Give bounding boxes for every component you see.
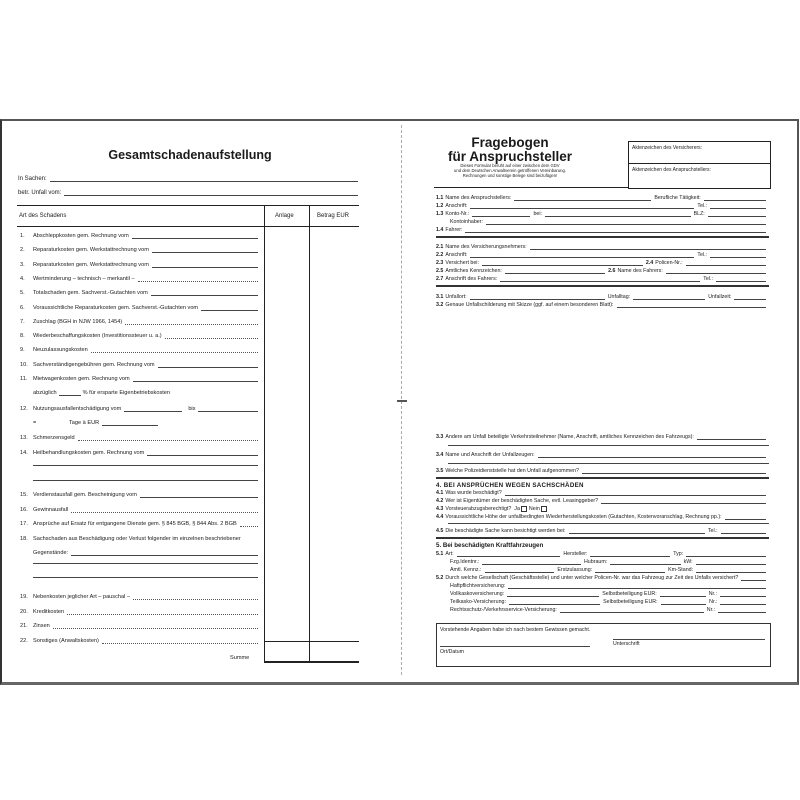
item-text: Sachverständigengebühren gem. Rechnung vom	[33, 361, 155, 368]
item-text: Wiederbeschaffungskosten (Investitionssteuer u. a.)	[33, 333, 162, 340]
num: 2.1	[436, 244, 444, 250]
from-line[interactable]	[124, 405, 182, 412]
field-1-2[interactable]	[436, 202, 769, 209]
item-num: 9.	[20, 347, 25, 354]
label: Km-Stand:	[668, 567, 694, 573]
label: Teilkasko-Versicherung:	[450, 599, 506, 605]
aktenzeichen-box[interactable]	[628, 141, 771, 189]
label: Andere am Unfall beteiligte Verkehrsteilnehmer (Name, Anschrift, amtliches Kennzeichen des Fahrzeugs):	[445, 434, 694, 440]
header-anlage: Anlage	[275, 213, 294, 219]
fill-line[interactable]	[71, 506, 258, 513]
field-fzg[interactable]	[436, 558, 769, 565]
label: Name des Versicherungsnehmers:	[445, 244, 527, 250]
fold-mark	[397, 400, 407, 402]
field-kennz[interactable]	[436, 566, 769, 573]
ja-checkbox[interactable]	[521, 506, 527, 512]
field-1-3[interactable]	[436, 210, 769, 217]
section-separator	[436, 477, 769, 481]
right-title	[440, 136, 580, 164]
damage-item[interactable]	[20, 448, 258, 456]
signature-box[interactable]	[436, 623, 771, 667]
fill-line[interactable]	[133, 375, 258, 382]
field-kontoinhaber[interactable]	[436, 218, 769, 225]
num: 4.4	[436, 514, 444, 520]
gegenstaende-label: Gegenstände:	[33, 550, 69, 556]
item-num: 18.	[20, 535, 28, 542]
fill-line[interactable]	[158, 361, 258, 368]
item-num: 14.	[20, 449, 28, 456]
aktenzeichen-versicherer: Aktenzeichen des Versicherers:	[632, 145, 703, 151]
item-text: Nebenkosten jeglicher Art – pauschal –	[33, 594, 131, 600]
field-2-5[interactable]	[436, 267, 769, 274]
damage-item[interactable]	[20, 607, 258, 615]
label: Erstzulassung:	[557, 567, 593, 573]
fill-line[interactable]	[147, 449, 258, 456]
field-2-1[interactable]	[436, 243, 769, 250]
label: Name und Anschrift der Unfallzeugen:	[445, 452, 535, 458]
label: Anschrift:	[445, 203, 468, 209]
damage-item[interactable]	[20, 360, 258, 368]
item-text: Wertminderung – technisch – merkantil –	[33, 275, 135, 282]
blank-line[interactable]	[448, 463, 769, 464]
item-num: 8.	[20, 333, 25, 340]
num: 4.3	[436, 506, 444, 512]
ort-datum-line[interactable]	[440, 646, 590, 647]
item-num: 19.	[20, 594, 28, 600]
gegenstaende-line[interactable]	[71, 549, 258, 556]
subtitle-1: Dieses Formular beruht auf einer zwischen dem GDV	[460, 163, 560, 168]
field-4-2[interactable]	[436, 497, 769, 504]
item-num: 1.	[20, 233, 25, 239]
blank-line[interactable]	[33, 465, 258, 466]
label: kW:	[683, 559, 693, 565]
field-vollkasko[interactable]	[436, 590, 769, 597]
damage-item[interactable]	[20, 519, 258, 527]
field-haftpflicht[interactable]	[436, 582, 769, 589]
damage-item[interactable]	[20, 274, 258, 282]
field-2-3[interactable]	[436, 259, 769, 266]
item-text: Totalschaden gem. Sachverst.-Gutachten vom	[33, 290, 148, 297]
field-1-1[interactable]	[436, 194, 769, 201]
num: 2.7	[436, 276, 444, 282]
field-3-5[interactable]	[436, 467, 769, 474]
num: 3.4	[436, 452, 444, 458]
item-text: Ansprüche auf Ersatz für entgangene Dienste gem. § 845 BGB, § 844 Abs. 2 BGB	[33, 521, 237, 527]
damage-item[interactable]	[20, 231, 258, 239]
label: Typ:	[673, 551, 684, 557]
abzueglich-label: abzüglich	[33, 390, 57, 396]
damage-item[interactable]	[20, 505, 258, 513]
item-text: Kreditkosten	[33, 608, 65, 615]
table-header	[17, 205, 359, 227]
label: Hersteller:	[563, 551, 588, 557]
item-text: Mietwagenkosten gem. Rechnung vom	[33, 376, 130, 382]
label: Kontoinhaber:	[450, 219, 483, 225]
num: 2.5	[436, 268, 444, 274]
ja-label: Ja	[514, 506, 520, 512]
tage-line[interactable]	[102, 419, 158, 426]
damage-item[interactable]	[20, 345, 258, 353]
unterschrift-label: Unterschrift	[613, 641, 640, 647]
fill-line[interactable]	[78, 434, 258, 441]
field-3-4[interactable]	[436, 451, 769, 458]
damage-item[interactable]	[20, 621, 258, 629]
item-num: 20.	[20, 608, 28, 615]
num: 3.5	[436, 468, 444, 474]
damage-item[interactable]	[20, 245, 258, 253]
item-text: Sachschaden aus Beschädigung oder Verlust folgender im einzelnen beschriebener	[33, 535, 241, 542]
item-text: Verdienstausfall gem. Bescheinigung vom	[33, 492, 137, 498]
label: Nr.:	[708, 591, 717, 597]
item-text: Zinsen	[33, 623, 50, 629]
item-num: 15.	[20, 492, 28, 498]
item-text: Gewinnausfall	[33, 506, 69, 513]
label: bei:	[533, 211, 543, 217]
field-teilkasko[interactable]	[436, 598, 769, 605]
label: Voraussichtliche Höhe der unfallbedingten Wiederherstellungskosten (Gutachten, Kostenvoranschlag, Rechnung pp.):	[445, 514, 722, 520]
item-num: 5.	[20, 290, 25, 297]
item-num: 12.	[20, 406, 28, 412]
label: Name des Fahrers:	[617, 268, 663, 274]
left-page	[0, 119, 403, 685]
label: Unfallort:	[445, 294, 467, 300]
nein-checkbox[interactable]	[541, 506, 547, 512]
fill-line[interactable]	[240, 520, 258, 527]
field-rechtsschutz[interactable]	[436, 606, 769, 613]
num: 4.1	[436, 490, 444, 496]
damage-item[interactable]	[20, 490, 258, 498]
section-5-heading: 5. Bei beschädigten Kraftfahrzeugen	[436, 542, 544, 549]
label: Was wurde beschädigt?	[445, 490, 502, 496]
blank-line[interactable]	[448, 445, 769, 446]
damage-item[interactable]	[20, 317, 258, 325]
right-subtitle	[440, 163, 580, 179]
damage-item[interactable]	[20, 303, 258, 311]
item-num: 17.	[20, 521, 28, 527]
signature-statement: Vorstehende Angaben habe ich nach bestem Gewissen gemacht.	[440, 627, 591, 633]
item-text: Sonstiges (Anwaltskosten)	[33, 637, 99, 644]
fill-line[interactable]	[201, 304, 258, 311]
fill-line[interactable]	[140, 491, 258, 498]
item-num: 22.	[20, 637, 28, 644]
item-text: Reparaturkosten gem. Werkstattrechnung vom	[33, 261, 149, 268]
header-betrag: Betrag EUR	[317, 213, 350, 219]
label: Konto-Nr.:	[445, 211, 470, 217]
blank-line[interactable]	[448, 523, 769, 524]
fill-line[interactable]	[132, 232, 258, 239]
column-divider-betrag	[309, 205, 310, 663]
sum-bottom-rule	[264, 661, 359, 665]
subtitle-3: Rechnungen und sonstige Belege sind beizufügen!	[462, 173, 558, 179]
damage-item[interactable]	[20, 331, 258, 339]
blank-line[interactable]	[33, 563, 258, 564]
label: Nr.:	[706, 607, 716, 613]
label: Tel.:	[707, 528, 718, 534]
column-divider-anlage	[264, 205, 265, 663]
fill-line[interactable]	[151, 289, 258, 296]
field-4-5[interactable]	[436, 527, 769, 534]
title-line-2: für Anspruchsteller	[447, 149, 573, 164]
label: Versichert bei:	[445, 260, 479, 266]
label: Wer ist Eigentümer der beschädigten Sache, evtl. Leasinggeber?	[445, 498, 599, 504]
bis-label: bis	[188, 406, 196, 412]
left-title: Gesamtschadenaufstellung	[108, 148, 272, 162]
header-art: Art des Schadens	[19, 213, 67, 219]
label: Selbstbeteiligung EUR:	[603, 599, 658, 605]
label: BLZ:	[693, 211, 705, 217]
num: 1.1	[436, 195, 444, 201]
label: Tel.:	[703, 276, 713, 282]
item-text: Voraussichtliche Reparaturkosten gem. Sachverst.-Gutachten vom	[33, 304, 199, 311]
item-text: Neuzulassungskosten	[33, 347, 88, 354]
summe-label: Summe	[230, 655, 250, 661]
num: 3.3	[436, 434, 444, 440]
equals-sign: =	[33, 420, 37, 426]
num: 1.2	[436, 203, 444, 209]
label: Fahrer:	[445, 227, 463, 233]
unfall-vom-line[interactable]	[64, 189, 358, 196]
label: Hubraum:	[583, 559, 608, 565]
blank-line[interactable]	[33, 480, 258, 481]
label: Haftpflichtversicherung:	[450, 583, 506, 589]
fill-line[interactable]	[102, 637, 258, 644]
num: 3.2	[436, 302, 444, 308]
damage-item[interactable]	[20, 288, 258, 296]
aktenzeichen-anspruchsteller: Aktenzeichen des Anspruchstellers:	[632, 167, 711, 173]
num: 2.2	[436, 252, 444, 258]
fill-line[interactable]	[165, 332, 258, 339]
num: 4.2	[436, 498, 444, 504]
section-separator	[436, 537, 769, 541]
label: Selbstbeteiligung EUR:	[602, 591, 657, 597]
num: 1.4	[436, 227, 444, 233]
label: Nr.:	[709, 599, 718, 605]
item-text: Heilbehandlungskosten gem. Rechnung vom	[33, 449, 145, 456]
unfall-vom-field[interactable]	[18, 189, 358, 196]
label: Tel.:	[697, 252, 708, 258]
fill-line[interactable]	[133, 593, 258, 600]
field-2-7[interactable]	[436, 275, 769, 282]
item-12[interactable]	[20, 404, 258, 412]
sum-top-rule	[264, 641, 359, 642]
item-num: 3.	[20, 261, 25, 268]
field-3-1[interactable]	[436, 293, 769, 300]
field-3-3[interactable]	[436, 433, 769, 440]
abzueglich-rest: % für ersparte Eigenbetriebskosten	[82, 390, 171, 396]
label: Welche Polizeidienststelle hat den Unfall aufgenommen?	[445, 468, 579, 474]
num: 5.1	[436, 551, 444, 557]
num: 2.4	[645, 260, 654, 266]
num: 5.2	[436, 575, 444, 581]
item-num: 10.	[20, 361, 28, 368]
fill-line[interactable]	[67, 608, 258, 615]
fill-line[interactable]	[125, 318, 258, 325]
to-line[interactable]	[198, 405, 258, 412]
label: Unfalltag:	[607, 294, 631, 300]
label: Anschrift des Fahrers:	[445, 276, 498, 282]
num: 3.1	[436, 294, 444, 300]
tage-row[interactable]	[20, 418, 258, 426]
subtitle-2: und dem Deutschen Anwaltverein getroffenen Vereinbarung.	[454, 168, 566, 174]
item-text: Schmerzensgeld	[33, 435, 75, 441]
fill-line[interactable]	[152, 246, 258, 253]
fill-line[interactable]	[91, 346, 258, 353]
label: Amtl. Kennz.:	[450, 567, 482, 573]
tage-label: Tage à EUR	[69, 420, 100, 426]
field-3-2[interactable]	[436, 301, 769, 308]
num: 4.5	[436, 528, 444, 534]
label: Durch welche Gesellschaft (Geschäftsstelle) und unter welcher Policen-Nr. war das Fahrzeug zur Zeit des Unfalls versichert?	[445, 575, 739, 581]
title-rule	[434, 187, 628, 188]
label: Amtliches Kennzeichen:	[445, 268, 502, 274]
item-num: 7.	[20, 318, 25, 325]
signature-line[interactable]	[613, 639, 765, 640]
ort-datum-label: Ort/Datum	[440, 649, 464, 655]
abzueglich-row[interactable]	[20, 388, 258, 396]
field-4-1[interactable]	[436, 489, 769, 496]
item-text: Zuschlag (BGH in NJW 1966, 1454)	[33, 318, 123, 325]
unfall-vom-label: betr. Unfall vom:	[18, 190, 62, 196]
field-2-2[interactable]	[436, 251, 769, 258]
fill-line[interactable]	[138, 275, 258, 282]
field-4-4[interactable]	[436, 513, 769, 520]
item-num: 16.	[20, 506, 28, 513]
item-num: 2.	[20, 247, 25, 254]
num: 1.3	[436, 211, 444, 217]
percent-line[interactable]	[59, 389, 81, 396]
section-separator	[436, 285, 769, 289]
label: Die beschädigte Sache kann besichtigt werden bei:	[445, 528, 566, 534]
label: Fzg.Identnr.:	[450, 559, 480, 565]
item-num: 21.	[20, 623, 28, 629]
num: 2.6	[608, 268, 616, 274]
damage-item[interactable]	[20, 592, 258, 600]
label: Rechtsschutz-/Verkehrsservice-Versicherung:	[450, 607, 557, 613]
num: 2.3	[436, 260, 444, 266]
field-5-2[interactable]	[436, 574, 769, 581]
item-text: Abschleppkosten gem. Rechnung vom	[33, 233, 129, 239]
field-4-3[interactable]	[436, 505, 769, 512]
field-5-1[interactable]	[436, 550, 769, 557]
item-num: 13.	[20, 435, 28, 441]
title-line-1: Fragebogen	[471, 135, 549, 150]
damage-item[interactable]	[20, 534, 258, 542]
item-num: 6.	[20, 304, 25, 311]
in-sachen-field[interactable]	[18, 175, 358, 182]
item-text: Nutzungsausfallentschädigung vom	[33, 406, 122, 412]
gegenstaende-row[interactable]	[20, 548, 258, 556]
field-1-4[interactable]	[436, 226, 769, 233]
in-sachen-label: In Sachen:	[18, 176, 47, 182]
label: Vorsteuerabzugsberechtigt?	[445, 506, 512, 512]
in-sachen-line[interactable]	[50, 175, 358, 182]
label: Art:	[445, 551, 454, 557]
damage-item[interactable]	[20, 260, 258, 268]
label: Genaue Unfallschilderung mit Skizze (ggf. auf einem besonderen Blatt):	[445, 302, 614, 308]
label: Anschrift:	[445, 252, 468, 258]
fill-line[interactable]	[53, 622, 258, 629]
item-text: Reparaturkosten gem. Werkstattrechnung vom	[33, 247, 149, 254]
damage-item[interactable]	[20, 374, 258, 382]
item-num: 4.	[20, 275, 25, 282]
label: Unfallzeit:	[708, 294, 732, 300]
label: Policen-Nr.:	[655, 260, 683, 266]
label: Name des Anspruchstellers:	[445, 195, 512, 201]
label: Tel.:	[697, 203, 708, 209]
blank-line[interactable]	[33, 577, 258, 578]
label: Berufliche Tätigkeit:	[654, 195, 701, 201]
damage-item[interactable]	[20, 433, 258, 441]
section-separator	[436, 236, 769, 240]
damage-item[interactable]	[20, 636, 258, 644]
fill-line[interactable]	[152, 261, 258, 268]
nein-label: Nein	[528, 506, 540, 512]
section-4-heading: 4. BEI ANSPRÜCHEN WEGEN SACHSCHÄDEN	[436, 482, 584, 489]
label: Vollkaskoversicherung:	[450, 591, 505, 597]
item-num: 11.	[20, 376, 28, 382]
